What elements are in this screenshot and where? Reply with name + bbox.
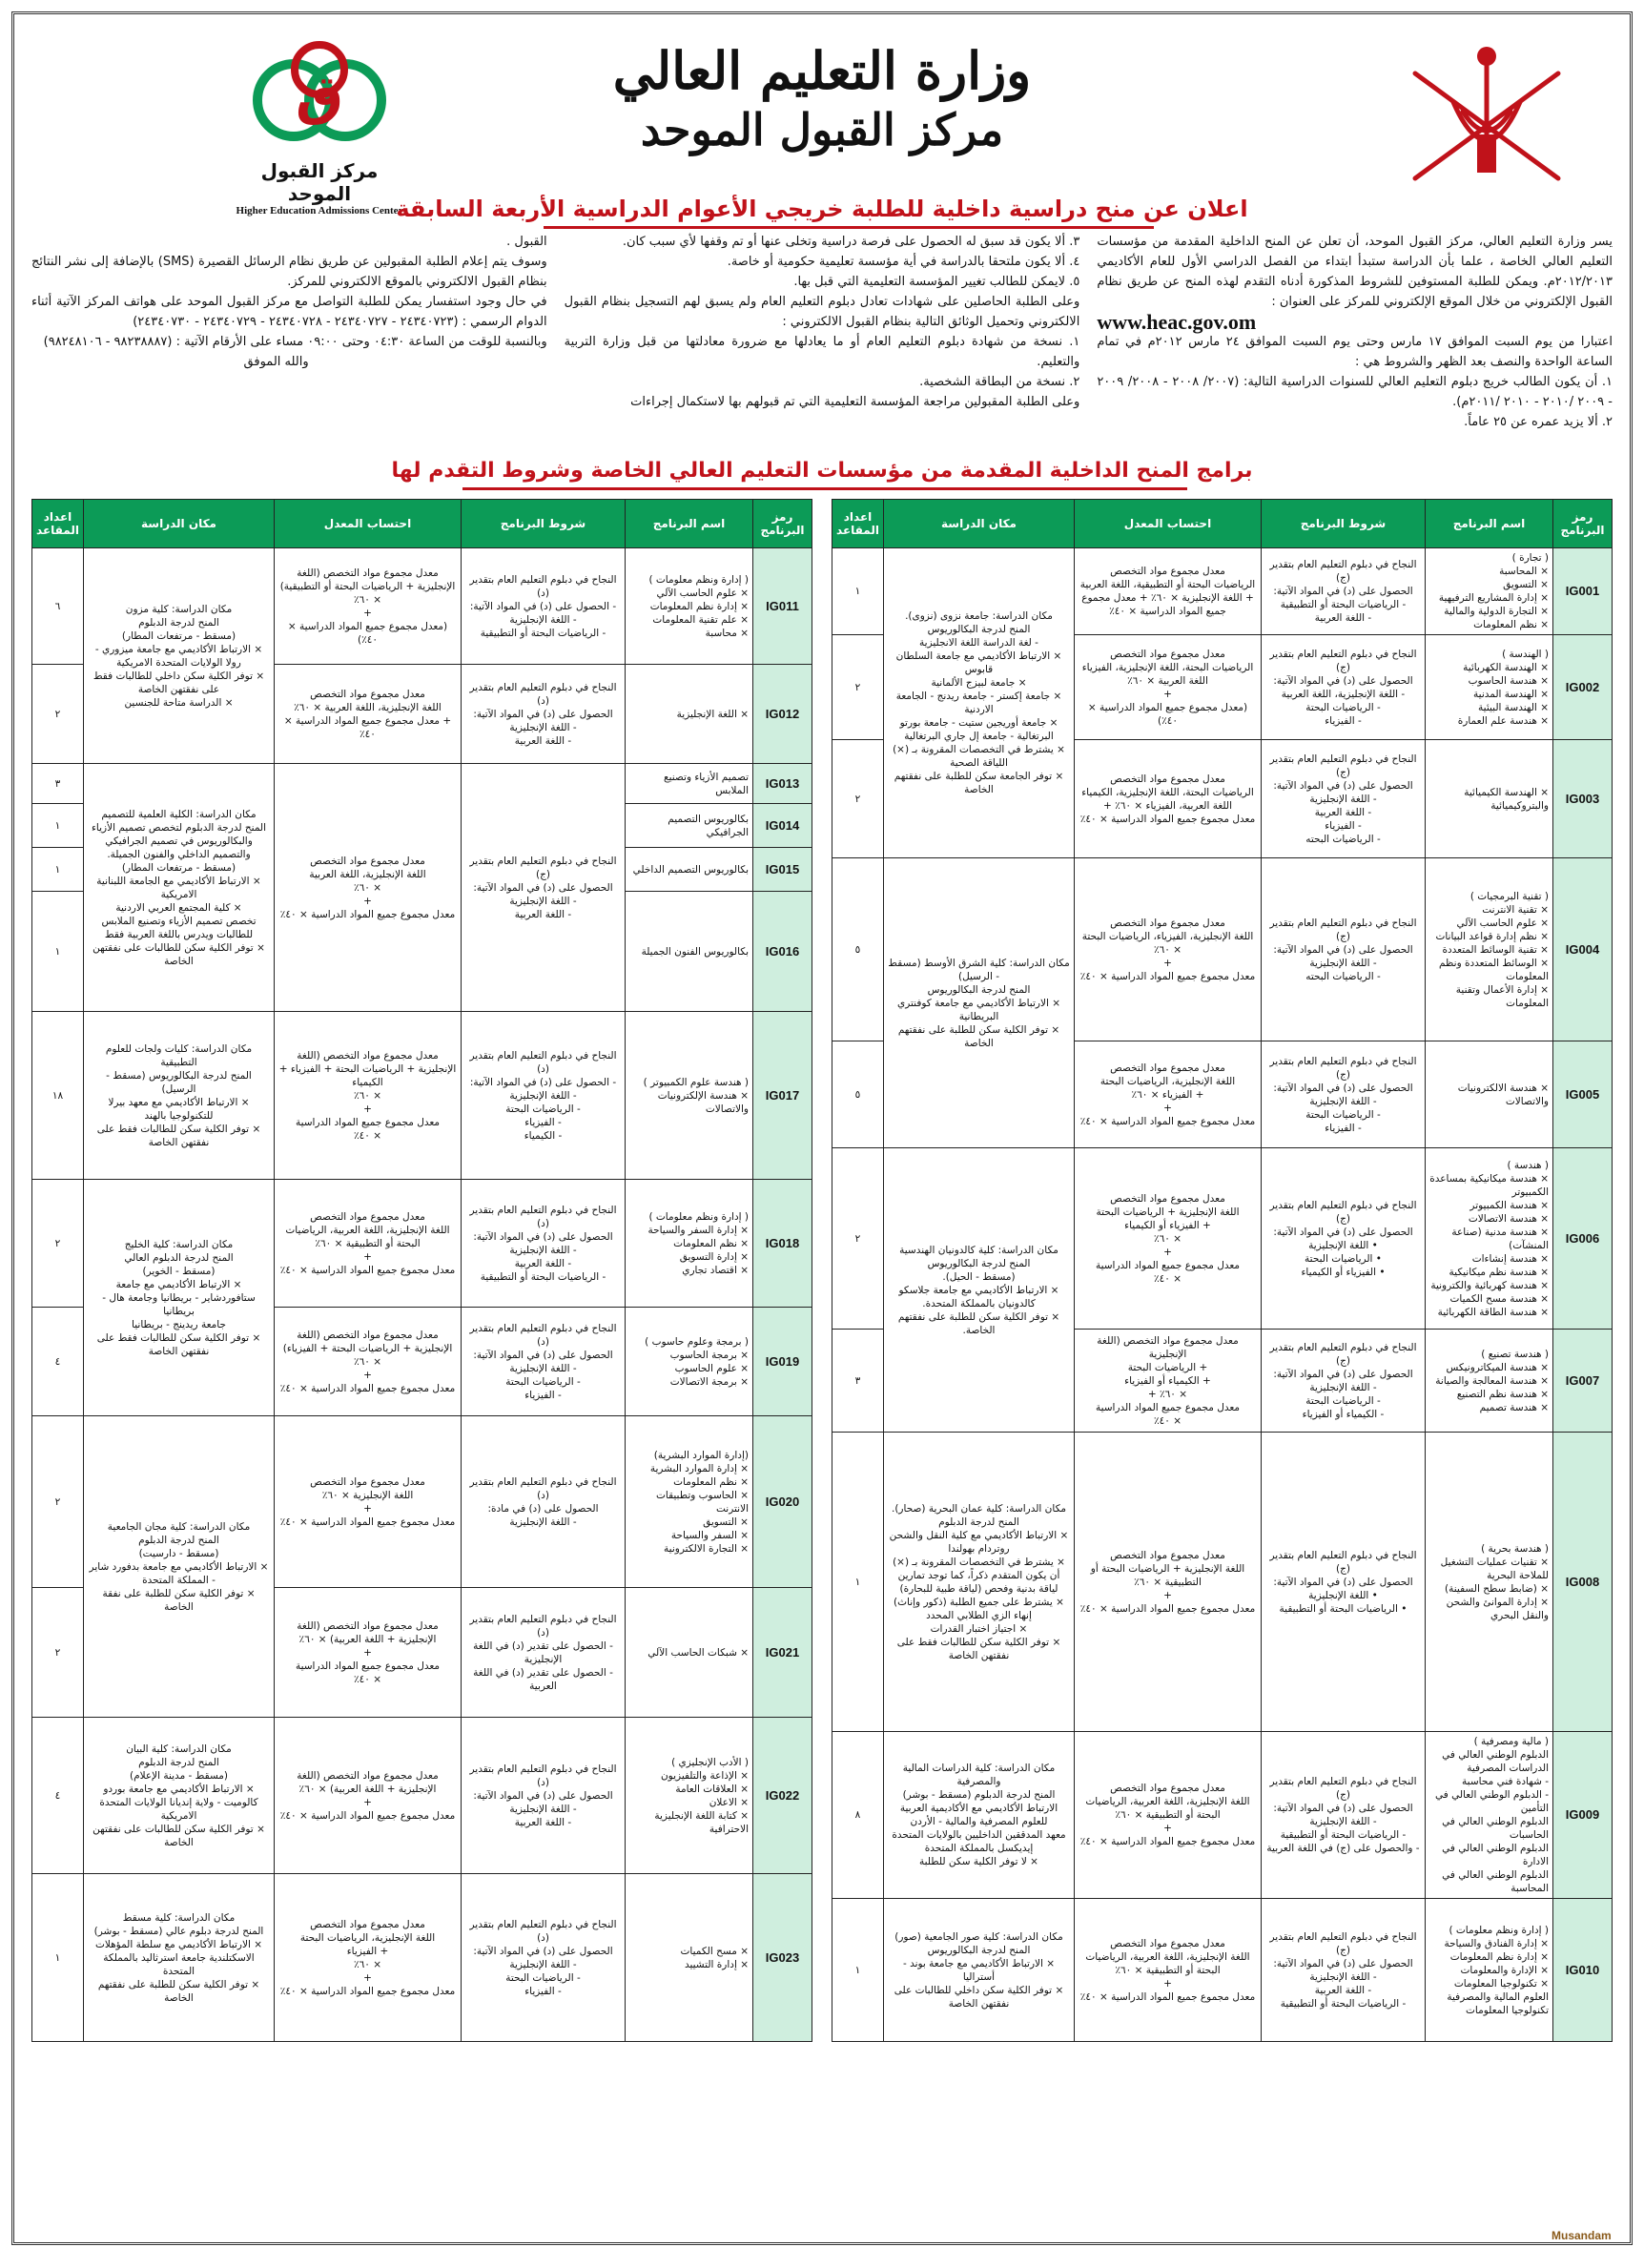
gpa-calculation-cell: معدل مجموع مواد التخصص اللغة الإنجليزية + الرياضيات البحتة + الفيزياء أو الكيمياء × ٦٠٪ + معدل مجموع جميع المواد الدراسية × ٤٠٪ xyxy=(1075,1148,1262,1330)
study-place-cell: مكان الدراسة: كلية مجان الجامعية المنح لدرجة الدبلوم (مسقط - دارسيت) × الارتباط الأكاديمي مع جامعة بدفورد شاير - المملكة المتحدة × توفر الكلية سكن للطلبة على نفقة الخاصة xyxy=(84,1416,275,1718)
program-conditions-cell: النجاح في دبلوم التعليم العام بتقدير (د) الحصول على (د) في المواد الآتية: - اللغة الإنجليزية - اللغة العربية xyxy=(462,665,626,764)
program-name-cell: ( الهندسة ) × الهندسة الكهربائية × هندسة الحاسوب × الهندسة المدنية × الهندسة البيئية × هندسة علم العمارة xyxy=(1426,635,1553,740)
gpa-calculation-cell: معدل مجموع مواد التخصص اللغة الإنجليزية × ٦٠٪ + معدل مجموع جميع المواد الدراسية × ٤٠٪ xyxy=(275,1416,462,1588)
gpa-calculation-cell: معدل مجموع مواد التخصص (اللغة الإنجليزية + اللغة العربية) × ٦٠٪ + معدل مجموع جميع المواد الدراسية × ٤٠٪ xyxy=(275,1718,462,1874)
signoff: والله الموفق xyxy=(243,355,309,369)
program-conditions-cell: النجاح في دبلوم التعليم العام بتقدير (ج) الحصول على (د) في المواد الآتية: - اللغة الإنجليزية، اللغة العربية - الرياضيات البحتة - الفيزياء xyxy=(1262,635,1426,740)
study-place-cell: مكان الدراسة: كلية صور الجامعية (صور) المنح لدرجة البكالوريوس × الارتباط الأكاديمي مع جامعة بوند - أستراليا × توفر الكلية سكن داخلي للطالبات على نفقتهن الخاصة xyxy=(884,1899,1075,2042)
program-name-cell: ( إدارة ونظم معلومات ) × إدارة السفر والسياحة × نظم المعلومات × إدارة التسويق × اقتصاد تجاري xyxy=(626,1180,753,1308)
program-name-cell: بكالوريوس الفنون الجميلة xyxy=(626,892,753,1012)
gpa-calculation-cell: معدل مجموع مواد التخصص اللغة الإنجليزية + الرياضيات البحتة أو التطبيقية × ٦٠٪ + معدل مجموع جميع المواد الدراسية × ٤٠٪ xyxy=(1075,1433,1262,1732)
gpa-calculation-cell: معدل مجموع مواد التخصص الرياضيات البحتة، اللغة الإنجليزية، الكيمياء اللغة العربية، الفيزياء × ٦٠٪ + معدل مجموع جميع المواد الدراسية × ٤٠٪ xyxy=(1075,740,1262,858)
program-conditions-cell: النجاح في دبلوم التعليم العام بتقدير (ج) الحصول على (د) في المواد الآتية: • اللغة الإنجليزية • الرياضيات البحتة • الفيزياء أو الكيمياء xyxy=(1262,1148,1426,1330)
program-code-cell: IG020 xyxy=(753,1416,812,1588)
program-conditions-cell: النجاح في دبلوم التعليم العام بتقدير (ج) الحصول على (د) في المواد الآتية: - اللغة الإنجليزية - الرياضيات البحتة - الكيمياء أو الفيزياء xyxy=(1262,1330,1426,1433)
center-title: مركز القبول الموحد xyxy=(640,104,1004,155)
program-conditions-cell: النجاح في دبلوم التعليم العام بتقدير (ج) الحصول على (د) في المواد الآتية: - اللغة الإنجليزية - الرياضيات البحتة أو التطبيقية - والحصول على (ج) في اللغة العربية xyxy=(1262,1732,1426,1899)
program-conditions-cell: النجاح في دبلوم التعليم العام بتقدير (د) الحصول على (د) في المواد الآتية: - اللغة الإنجليزية - اللغة العربية - الرياضيات البحتة أو التطبيقية xyxy=(462,1180,626,1308)
program-code-cell: IG004 xyxy=(1553,858,1613,1041)
intro-column-2: ٣. ألا يكون قد سبق له الحصول على فرصة دراسية وتخلى عنها أو تم وقفها لأي سبب كان. ٤. ألا يكون ملتحقا بالدراسة في أية مؤسسة تعليمية حكومية أو خاصة. ٥. لايمكن للطالب تغيير المؤسسة التعليمية التي قبل بها. وعلى الطلبة الحاصلين على شهادات تعادل دبلوم التعليم العام ولم يسبق لهم التسجيل بنظام القبول الالكتروني وتحميل الوثائق التالية بنظام القبول الالكتروني : ١. نسخة من شهادة دبلوم التعليم العام أو ما يعادلها مع ضرورة معادلتها من قبل وزارة التربية والتعليم. ٢. نسخة من البطاقة الشخصية. وعلى الطلبة المقبولين مراجعة المؤسسة التعليمية التي تم قبولهم بها لاستكمال إجراءات xyxy=(564,235,1080,409)
table-row xyxy=(832,1148,1613,1330)
program-conditions-cell: النجاح في دبلوم التعليم العام بتقدير (ج) الحصول على (د) في المواد الآتية: - الرياضيات البحتة أو التطبيقية - اللغة العربية xyxy=(1262,548,1426,635)
table-row xyxy=(32,764,812,804)
ministry-title: وزارة التعليم العالي xyxy=(612,40,1032,101)
header-gpa: احتساب المعدل xyxy=(1075,500,1262,548)
program-code-cell: IG006 xyxy=(1553,1148,1613,1330)
study-place-cell: مكان الدراسة: كلية عمان البحرية (صحار). المنح لدرجة الدبلوم × الارتباط الأكاديمي مع كلية النقل والشحن روتردام بهولندا × يشترط في التخصصات المقرونة بـ (×) أن يكون المتقدم ذكراً، كما توجد تمارين لياقة بدنية وفحص (لياقة طبية للبحارة) × يشترط على جميع الطلبة (ذكور وإناث) إنهاء الزي الطلابي المحدد × اجتياز اختبار القدرات × توفر الكلية سكن للطالبات فقط على نفقتهن الخاصة xyxy=(884,1433,1075,1732)
program-code-cell: IG016 xyxy=(753,892,812,1012)
program-code-cell: IG013 xyxy=(753,764,812,804)
seats-cell: ٨ xyxy=(832,1732,884,1899)
program-name-cell: × هندسة الالكترونيات والاتصالات xyxy=(1426,1041,1553,1148)
seats-cell: ٢ xyxy=(32,1180,84,1308)
header-name: اسم البرنامج xyxy=(626,500,753,548)
gpa-calculation-cell: معدل مجموع مواد التخصص اللغة الإنجليزية، اللغة العربية، الرياضيات البحتة أو التطبيقية × ٦٠٪ + معدل مجموع جميع المواد الدراسية × ٤٠٪ xyxy=(1075,1732,1262,1899)
seats-cell: ٣ xyxy=(832,1330,884,1433)
gpa-calculation-cell: معدل مجموع مواد التخصص اللغة الإنجليزية، اللغة العربية × ٦٠٪ + معدل مجموع جميع المواد الدراسية × ٤٠٪ xyxy=(275,665,462,764)
header xyxy=(14,14,1630,234)
program-code-cell: IG003 xyxy=(1553,740,1613,858)
program-conditions-cell: النجاح في دبلوم التعليم العام بتقدير (د) الحصول على (د) في المواد الآتية: - اللغة الإنجليزية - الرياضيات البحتة - الفيزياء xyxy=(462,1308,626,1416)
program-name-cell: ( هندسة تصنيع ) × هندسة الميكاترونيكس × هندسة المعالجة والصيانة × هندسة نظم التصنيع × هندسة تصميم xyxy=(1426,1330,1553,1433)
program-code-cell: IG001 xyxy=(1553,548,1613,635)
table-row xyxy=(32,548,812,665)
program-code-cell: IG007 xyxy=(1553,1330,1613,1433)
program-name-cell: بكالوريوس التصميم الداخلي xyxy=(626,848,753,892)
logo-text-en: Higher Education Admissions Center xyxy=(236,205,403,216)
intro-text xyxy=(31,232,1613,432)
gpa-calculation-cell: معدل مجموع مواد التخصص الرياضيات البحتة أو التطبيقية، اللغة العربية + اللغة الإنجليزية × ٦٠٪ + معدل مجموع جميع المواد الدراسية × ٤٠٪ xyxy=(1075,548,1262,635)
gpa-calculation-cell: معدل مجموع مواد التخصص (اللغة الإنجليزية + الرياضيات البحتة + الكيمياء أو الفيزياء × ٦٠٪ + معدل مجموع جميع المواد الدراسية × ٤٠٪ xyxy=(1075,1330,1262,1433)
seats-cell: ١ xyxy=(832,1433,884,1732)
program-name-cell: ( هندسة علوم الكمبيوتر ) × هندسة الإلكترونيات والاتصالات xyxy=(626,1012,753,1180)
program-name-cell: × اللغة الإنجليزية xyxy=(626,665,753,764)
logo-glyph: ق xyxy=(295,65,344,127)
header-place: مكان الدراسة xyxy=(84,500,275,548)
program-name-cell: ( تجارة ) × المحاسبة × التسويق × إدارة المشاريع الترفيهية × التجارة الدولية والمالية × نظم المعلومات xyxy=(1426,548,1553,635)
seats-cell: ٥ xyxy=(832,1041,884,1148)
program-conditions-cell: النجاح في دبلوم التعليم العام بتقدير (د) - الحصول على (د) في المواد الآتية: - اللغة الإنجليزية - الرياضيات البحتة - الفيزياء - الكيمياء xyxy=(462,1012,626,1180)
table-row xyxy=(32,1718,812,1874)
gpa-calculation-cell: معدل مجموع مواد التخصص اللغة الإنجليزية، الرياضيات البحتة + الفيزياء × ٦٠٪ + معدل مجموع جميع المواد الدراسية × ٤٠٪ xyxy=(275,1874,462,2042)
seats-cell: ٣ xyxy=(32,764,84,804)
seats-cell: ١ xyxy=(832,1899,884,2042)
program-code-cell: IG019 xyxy=(753,1308,812,1416)
program-conditions-cell: النجاح في دبلوم التعليم العام بتقدير (د) - الحصول على تقدير (د) في اللغة الإنجليزية - الحصول على تقدير (د) في اللغة العربية xyxy=(462,1588,626,1718)
header-place: مكان الدراسة xyxy=(884,500,1075,548)
program-conditions-cell: النجاح في دبلوم التعليم العام بتقدير (ج) الحصول على (د) في المواد الآتية: - اللغة الإنجليزية - الرياضيات البحتة - الفيزياء xyxy=(1262,1041,1426,1148)
table-row xyxy=(32,1416,812,1588)
seats-cell: ١ xyxy=(32,804,84,848)
seats-cell: ٢ xyxy=(832,740,884,858)
program-name-cell: ( برمجة وعلوم حاسوب ) × برمجة الحاسوب × علوم الحاسوب × برمجة الاتصالات xyxy=(626,1308,753,1416)
study-place-cell: مكان الدراسة: جامعة نزوى (نزوى). المنح لدرجة البكالوريوس - لغة الدراسة اللغة الانجليزية × الارتباط الأكاديمي مع جامعة السلطان قابوس × جامعة لبيزج الألمانية × جامعة إكستر - جامعة ريدنج - الجامعة الاردنية × جامعة أوريجين ستيت - جامعة بورتو البرتغالية - جامعة إل جاري البرتغالية × يشترط في التخصصات المقرونة بـ (×) اللياقة الصحية × توفر الجامعة سكن للطلبة على نفقتهم الخاصة xyxy=(884,548,1075,858)
table-row xyxy=(832,1899,1613,2042)
program-name-cell: (إدارة الموارد البشرية) × إدارة الموارد البشرية × نظم المعلومات × الحاسوب وتطبيقات الانترنت × التسويق × السفر والسياحة × التجارة الالكترونية xyxy=(626,1416,753,1588)
program-name-cell: ( الأدب الإنجليزي ) × الإذاعة والتلفيزيون × العلاقات العامة × الاعلان × كتابة اللغة الإنجليزية الاحترافية xyxy=(626,1718,753,1874)
program-name-cell: × مسح الكميات × إدارة التشييد xyxy=(626,1874,753,2042)
program-name-cell: ( هندسة ) × هندسة ميكانيكية بمساعدة الكمبيوتر × هندسة الكمبيوتر × هندسة الاتصالات × هندسة مدنية (صناعة المنشآت) × هندسة إنشاءات × هندسة نظم ميكانيكية × هندسة كهربائية والكترونية × هندسة مسح الكميات × هندسة الطاقة الكهربائية xyxy=(1426,1148,1553,1330)
admissions-logo-icon xyxy=(248,41,391,154)
study-place-cell: مكان الدراسة: كلية البيان المنح لدرجة الدبلوم (مسقط - مدينة الإعلام) × الارتباط الأكاديمي مع جامعة بوردو كالوميت - ولاية إنديانا الولايات المتحدة الامريكية × توفر الكلية سكن للطالبات على نفقتهن الخاصة xyxy=(84,1718,275,1874)
gpa-calculation-cell: معدل مجموع مواد التخصص اللغة الإنجليزية، الرياضيات البحتة + الفيزياء × ٦٠٪ + معدل مجموع جميع المواد الدراسية × ٤٠٪ xyxy=(1075,1041,1262,1148)
program-name-cell: ( تقنية البرمجيات ) × تقنية الانترنت × علوم الحاسب الآلي × نظم إدارة قواعد البيانات × تقنية الوسائط المتعددة × الوسائط المتعددة ونظم المعلومات × إدارة الأعمال وتقنية المعلومات xyxy=(1426,858,1553,1041)
table-row xyxy=(832,1433,1613,1732)
intro-paragraph-1b: اعتبارا من يوم السبت الموافق ١٧ مارس وحتى يوم السبت الموافق ٢٤ مارس ٢٠١٢م في تمام الساعة الواحدة والنصف بعد الظهر والشروط هي : ١. أن يكون الطالب خريج دبلوم التعليم العالي للسنوات الدراسية التالية: (٢٠٠٧/ ٢٠٠٨ - ٢٠٠٨/ ٢٠٠٩ - ٢٠٠٩ /٢٠١٠ - ٢٠١٠ /٢٠١١م). ٢. ألا يزيد عمره عن ٢٥ عاماً. xyxy=(1097,335,1613,429)
program-code-cell: IG005 xyxy=(1553,1041,1613,1148)
program-code-cell: IG010 xyxy=(1553,1899,1613,2042)
header-conditions: شروط البرنامج xyxy=(462,500,626,548)
intro-paragraph-1: يسر وزارة التعليم العالي، مركز القبول الموحد، أن تعلن عن المنح الداخلية المقدمة من مؤسسات التعليم العالي الخاصة ، علما بأن الدراسة ستبدأ ابتداء من الفصل الدراسي الأول للعام الأكاديمي ٢٠١٢/٢٠١٣م. ويمكن للطلبة المستوفين للشروط المذكورة أدناه التقدم لهذه المنح عن طريق نظام القبول الإلكتروني من خلال الموقع الإلكتروني للمركز على العنوان : xyxy=(1097,235,1613,309)
programs-table-right xyxy=(832,499,1613,2042)
announcement-title: اعلان عن منح دراسية داخلية للطلبة خريجي الأعوام الدراسية الأربعة السابقة xyxy=(396,196,1248,222)
logo-text-ar: مركز القبول الموحد xyxy=(260,159,379,205)
program-conditions-cell: النجاح في دبلوم التعليم العام بتقدير (ج) الحصول على (د) في المواد الآتية: - اللغة الإنجليزية - الرياضيات البحته xyxy=(1262,858,1426,1041)
gpa-calculation-cell: معدل مجموع مواد التخصص (اللغة الإنجليزية + الرياضيات البحتة + الفيزياء + الكيمياء × ٦٠٪ + معدل مجموع جميع المواد الدراسية × ٤٠٪ xyxy=(275,1012,462,1180)
program-name-cell: × الهندسة الكيميائية والبتروكيميائية xyxy=(1426,740,1553,858)
program-code-cell: IG009 xyxy=(1553,1732,1613,1899)
program-name-cell: × شبكات الحاسب الآلي xyxy=(626,1588,753,1718)
program-code-cell: IG002 xyxy=(1553,635,1613,740)
gpa-calculation-cell: معدل مجموع مواد التخصص (اللغة الإنجليزية + الرياضيات البحتة + الفيزياء) × ٦٠٪ + معدل مجموع جميع المواد الدراسية × ٤٠٪ xyxy=(275,1308,462,1416)
program-conditions-cell: النجاح في دبلوم التعليم العام بتقدير (ج) الحصول على (د) في المواد الآتية: - اللغة الإنجليزية - اللغة العربية - الفيزياء - الرياضيات البحته xyxy=(1262,740,1426,858)
program-code-cell: IG017 xyxy=(753,1012,812,1180)
seats-cell: ٢ xyxy=(32,1588,84,1718)
header-conditions: شروط البرنامج xyxy=(1262,500,1426,548)
watermark: Musandam xyxy=(1552,2229,1612,2242)
seats-cell: ١ xyxy=(832,548,884,635)
programs-underline xyxy=(462,487,1187,490)
header-code: رمز البرنامج xyxy=(753,500,812,548)
program-conditions-cell: النجاح في دبلوم التعليم العام بتقدير (ج) الحصول على (د) في المواد الآتية: - اللغة الإنجليزية - اللغة العربية xyxy=(462,764,626,1012)
admissions-logo xyxy=(234,41,405,216)
program-conditions-cell: النجاح في دبلوم التعليم العام بتقدير (د) الحصول على (د) في مادة: - اللغة الإنجليزية xyxy=(462,1416,626,1588)
header-seats: اعداد المقاعد xyxy=(32,500,84,548)
seats-cell: ٤ xyxy=(32,1308,84,1416)
program-conditions-cell: النجاح في دبلوم التعليم العام بتقدير (د) الحصول على (د) في المواد الآتية: - اللغة الإنجليزية - الرياضيات البحتة - الفيزياء xyxy=(462,1874,626,2042)
website-link[interactable]: www.heac.gov.om xyxy=(1097,310,1257,334)
program-code-cell: IG022 xyxy=(753,1718,812,1874)
program-code-cell: IG015 xyxy=(753,848,812,892)
program-name-cell: تصميم الأزياء وتصنيع الملابس xyxy=(626,764,753,804)
seats-cell: ٢ xyxy=(832,635,884,740)
program-name-cell: ( إدارة ونظم معلومات ) × إدارة الفنادق والسياحة × إدارة نظم المعلومات × الإدارة والمعلومات × تكنولوجيا المعلومات العلوم المالية والمصرفية تكنولوجيا المعلومات xyxy=(1426,1899,1553,2042)
study-place-cell: مكان الدراسة: الكلية العلمية للتصميم المنح لدرجة الدبلوم لتخصص تصميم الأزياء والبكالوريوس في تصميم الجرافيكي والتصميم الداخلي والفنون الجميلة. (مسقط - مرتفعات المطار) × الارتباط الأكاديمي مع الجامعة اللبنانية الامريكية × كلية المجتمع العربي الاردنية تخصص تصميم الأزياء وتصنيع الملابس للطالبات ويدرس باللغة العربية فقط × توفر الكلية سكن للطالبات على نفقتهن الخاصة xyxy=(84,764,275,1012)
programs-table-left xyxy=(31,499,812,2042)
seats-cell: ٥ xyxy=(832,858,884,1041)
seats-cell: ١ xyxy=(32,892,84,1012)
header-name: اسم البرنامج xyxy=(1426,500,1553,548)
study-place-cell: مكان الدراسة: كلية الشرق الأوسط (مسقط - الرسيل) المنح لدرجة البكالوريوس × الارتباط الأكاديمي مع جامعة كوفنتري البريطانية × توفر الكلية سكن للطلبة على نفقتهم الخاصة xyxy=(884,858,1075,1148)
program-code-cell: IG012 xyxy=(753,665,812,764)
program-code-cell: IG018 xyxy=(753,1180,812,1308)
program-conditions-cell: النجاح في دبلوم التعليم العام بتقدير (د) - الحصول على (د) في المواد الآتية: - اللغة الإنجليزية - الرياضيات البحتة أو التطبيقية xyxy=(462,548,626,665)
program-conditions-cell: النجاح في دبلوم التعليم العام بتقدير (د) الحصول على (د) في المواد الآتية: - اللغة الإنجليزية - اللغة العربية xyxy=(462,1718,626,1874)
gpa-calculation-cell: معدل مجموع مواد التخصص الرياضيات البحتة، اللغة الإنجليزية، الفيزياء اللغة العربية × ٦٠٪ + (معدل مجموع جميع المواد الدراسية × ٤٠٪) xyxy=(1075,635,1262,740)
seats-cell: ٢ xyxy=(32,665,84,764)
newspaper-page xyxy=(11,11,1633,2245)
table-row xyxy=(832,858,1613,1041)
table-row xyxy=(832,548,1613,635)
seats-cell: ٢ xyxy=(832,1148,884,1330)
intro-column-1 xyxy=(1097,232,1613,432)
gpa-calculation-cell: معدل مجموع مواد التخصص اللغة الإنجليزية، الفيزياء، الرياضيات البحتة × ٦٠٪ + معدل مجموع جميع المواد الدراسية × ٤٠٪ xyxy=(1075,858,1262,1041)
gpa-calculation-cell: معدل مجموع مواد التخصص (اللغة الإنجليزية + الرياضيات البحتة أو التطبيقية) × ٦٠٪ + (معدل مجموع جميع المواد الدراسية × ٤٠٪) xyxy=(275,548,462,665)
program-conditions-cell: النجاح في دبلوم التعليم العام بتقدير (ج) الحصول على (د) في المواد الآتية: • اللغة الإنجليزية • الرياضيات البحتة أو التطبيقية xyxy=(1262,1433,1426,1732)
seats-cell: ١ xyxy=(32,848,84,892)
table-row xyxy=(832,1732,1613,1899)
program-code-cell: IG014 xyxy=(753,804,812,848)
study-place-cell: مكان الدراسة: كلية كالدونيان الهندسية المنح لدرجة البكالوريوس (مسقط - الحيل). × الارتباط الأكاديمي مع جامعة جلاسكو كالدونيان بالمملكة المتحدة. × توفر الكلية سكن للطلبة على نفقتهم الخاصة. xyxy=(884,1148,1075,1433)
intro-paragraph-3: القبول . وسوف يتم إعلام الطلبة المقبولين عن طريق نظام الرسائل القصيرة (SMS) بالإضافة إلى نشر النتائج بنظام القبول الالكتروني بالموقع الالكتروني للمركز. في حال وجود استفسار يمكن للطلبة التواصل مع مركز القبول الموحد على هواتف المركز الآتية أثناء الدوام الرسمي : (٢٤٣٤٠٧٢٣ - ٢٤٣٤٠٧٢٧ - ٢٤٣٤٠٧٢٨ - ٢٤٣٤٠٧٢٩ - ٢٤٣٤٠٧٣٠) وبالنسبة للوقت من الساعة ٠٤:٣٠ وحتى ٠٩:٠٠ مساء على الأرقام الآتية : (٩٨٢٣٨٨٨٧ - ٩٨٢٤٨١٠٦) xyxy=(31,235,547,349)
header-code: رمز البرنامج xyxy=(1553,500,1613,548)
study-place-cell: مكان الدراسة: كلية الدراسات المالية والمصرفية المنح لدرجة الدبلوم (مسقط - بوشر) الارتباط الأكاديمي مع الأكاديمية العربية للعلوم المصرفية والمالية - الأردن معهد المدققين الداخليين بالولايات المتحدة إيديكسل بالمملكة المتحدة × لا توفر الكلية سكن للطلبة xyxy=(884,1732,1075,1899)
program-code-cell: IG008 xyxy=(1553,1433,1613,1732)
program-name-cell: بكالوريوس التصميم الجرافيكي xyxy=(626,804,753,848)
seats-cell: ٦ xyxy=(32,548,84,665)
seats-cell: ١ xyxy=(32,1874,84,2042)
gpa-calculation-cell: معدل مجموع مواد التخصص اللغة الإنجليزية، اللغة العربية، الرياضيات البحتة أو التطبيقية × ٦٠٪ + معدل مجموع جميع المواد الدراسية × ٤٠٪ xyxy=(275,1180,462,1308)
gpa-calculation-cell: معدل مجموع مواد التخصص اللغة الإنجليزية، اللغة العربية، الرياضيات البحتة أو التطبيقية × ٦٠٪ + معدل مجموع جميع المواد الدراسية × ٤٠٪ xyxy=(1075,1899,1262,2042)
program-name-cell: ( إدارة ونظم معلومات ) × علوم الحاسب الآلي × إدارة نظم المعلومات × علم تقنية المعلومات × محاسبة xyxy=(626,548,753,665)
header-seats: اعداد المقاعد xyxy=(832,500,884,548)
program-name-cell: ( هندسة بحرية ) × تقنيات عمليات التشغيل للملاحة البحرية × (ضابط سطح السفينة) × إدارة الموانئ والشحن والنقل البحري xyxy=(1426,1433,1553,1732)
program-code-cell: IG011 xyxy=(753,548,812,665)
table-row xyxy=(32,1180,812,1308)
study-place-cell: مكان الدراسة: كليات ولجات للعلوم التطبيقية المنح لدرجة البكالوريوس (مسقط - الرسيل) × الارتباط الأكاديمي مع معهد بيرلا للتكنولوجيا بالهند × توفر الكلية سكن للطالبات فقط على نفقتهن الخاصة xyxy=(84,1012,275,1180)
study-place-cell: مكان الدراسة: كلية مسقط المنح لدرجة دبلوم عالي (مسقط - بوشر) × الارتباط الأكاديمي مع سلطة المؤهلات الاسكتلندية جامعة استرثاليد بالمملكة المتحدة × توفر الكلية سكن للطلبة على نفقتهم الخاصة xyxy=(84,1874,275,2042)
program-code-cell: IG023 xyxy=(753,1874,812,2042)
gpa-calculation-cell: معدل مجموع مواد التخصص (اللغة الإنجليزية + اللغة العربية) × ٦٠٪ + معدل مجموع جميع المواد الدراسية × ٤٠٪ xyxy=(275,1588,462,1718)
table-row xyxy=(32,1012,812,1180)
table-header-row xyxy=(32,500,812,548)
table-header-row xyxy=(832,500,1613,548)
study-place-cell: مكان الدراسة: كلية الخليج المنح لدرجة الدبلوم العالي (مسقط - الخوير) × الارتباط الأكاديمي مع جامعة ستافوردشاير - بريطانيا وجامعة هال - بريطانيا جامعة ريدينج - بريطانيا × توفر الكلية سكن للطالبات فقط على نفقتهن الخاصة xyxy=(84,1180,275,1416)
seats-cell: ٢ xyxy=(32,1416,84,1588)
intro-column-3 xyxy=(31,232,547,432)
gpa-calculation-cell: معدل مجموع مواد التخصص اللغة الإنجليزية، اللغة العربية × ٦٠٪ + معدل مجموع جميع المواد الدراسية × ٤٠٪ xyxy=(275,764,462,1012)
study-place-cell: مكان الدراسة: كلية مزون المنح لدرجة الدبلوم (مسقط - مرتفعات المطار) × الارتباط الأكاديمي مع جامعة ميزوري - رولا الولايات المتحدة الامريكية × توفر الكلية سكن داخلي للطالبات فقط على نفقتهن الخاصة × الدراسة متاحة للجنسين xyxy=(84,548,275,764)
seats-cell: ٤ xyxy=(32,1718,84,1874)
programs-title: برامج المنح الداخلية المقدمة من مؤسسات التعليم العالي الخاصة وشروط التقدم لها xyxy=(391,459,1253,483)
table-row xyxy=(32,1874,812,2042)
program-name-cell: ( مالية ومصرفية ) الدبلوم الوطني العالي في الدراسات المصرفية - شهادة فني محاسبة - الدبلوم الوطني العالي في التأمين الدبلوم الوطني العالي في الحاسبات الدبلوم الوطني العالي في الادارة الدبلوم الوطني العالي في المحاسبة xyxy=(1426,1732,1553,1899)
seats-cell: ١٨ xyxy=(32,1012,84,1180)
program-code-cell: IG021 xyxy=(753,1588,812,1718)
header-gpa: احتساب المعدل xyxy=(275,500,462,548)
program-conditions-cell: النجاح في دبلوم التعليم العام بتقدير (ج) الحصول على (د) في المواد الآتية: - اللغة الإنجليزية - اللغة العربية - الرياضيات البحتة أو التطبيقية xyxy=(1262,1899,1426,2042)
announcement-underline xyxy=(544,226,1154,229)
